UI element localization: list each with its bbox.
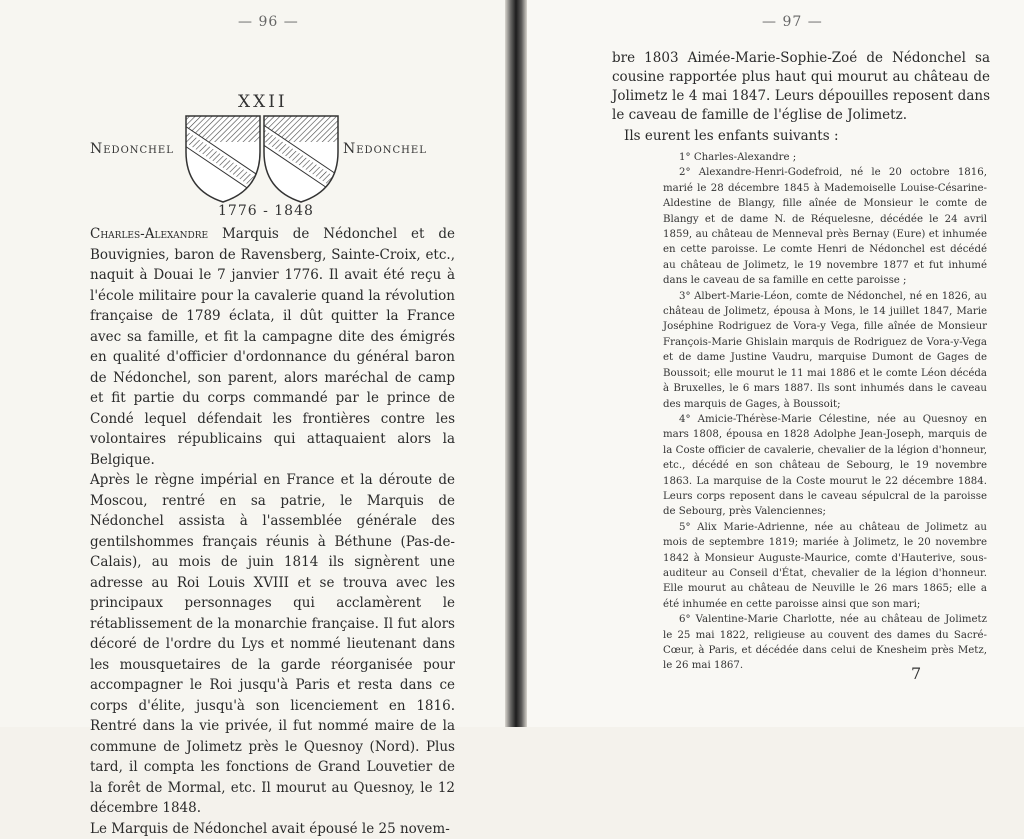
family-name-right: Nedonchel bbox=[343, 141, 427, 157]
page-number-left: — 96 — bbox=[238, 14, 299, 30]
children-intro: Ils eurent les enfants suivants : bbox=[612, 127, 990, 146]
signature-mark: 7 bbox=[911, 664, 921, 683]
children-list bbox=[663, 150, 987, 674]
paragraph-3: Le Marquis de Nédonchel avait épousé le 25 novem- bbox=[90, 819, 455, 839]
family-name-left: Nedonchel bbox=[90, 141, 174, 157]
continuation-paragraph: bre 1803 Aimée-Marie-Sophie-Zoé de Nédonchel sa cousine rapportée plus haut qui mourut au château de Jolimetz le 4 mai 1847. Leurs dépouilles reposent dans le caveau de famille de l'église de Jolimetz. bbox=[612, 49, 990, 125]
left-body-text bbox=[90, 224, 455, 839]
list-item: 1° Charles-Alexandre ; bbox=[663, 150, 987, 165]
list-item: 3° Albert-Marie-Léon, comte de Nédonchel, né en 1826, au château de Jolimetz, épousa à Mons, le 14 juillet 1847, Marie Joséphine Rodriguez de Vora-y Vega, fille aînée de Monsieur François-Marie Ghislain marquis de Rodriguez de Vora-y-Vega et de dame Justine Vaudru, marquise Dumont de Gages de Boussoit; elle mourut le 11 mai 1886 et le comte Léon décéda à Bruxelles, le 6 mars 1887. Ils sont inhumés dans le caveau des marquis de Gages, à Boussoit; bbox=[663, 289, 987, 412]
paragraph-2: Après le règne impérial en France et la déroute de Moscou, rentré en sa patrie, le Marquis de Nédonchel assista à l'assemblée générale des gentilshommes français réunis à Béthune (Pas-de-Calais), au mois de juin 1814 ils signèrent une adresse au Roi Louis XVIII et se trouva avec les principaux personnages qui acclamèrent le rétablissement de la monarchie française. Il fut alors décoré de l'ordre du Lys et nommé lieutenant dans les mousquetaires de la garde réorganisée pour accompagner le Roi jusqu'à Paris et resta dans ce corps d'élite, jusqu'à son licenciement en 1816. Rentré dans la vie privée, il fut nommé maire de la commune de Jolimetz près le Quesnoy (Nord). Plus tard, il compta les fonctions de Grand Louvetier de la forêt de Mormal, etc. Il mourut au Quesnoy, le 12 décembre 1848. bbox=[90, 470, 455, 819]
chapter-number: XXII bbox=[238, 92, 288, 112]
list-item: 2° Alexandre-Henri-Godefroid, né le 20 octobre 1816, marié le 28 décembre 1845 à Mademoiselle Louise-Césarine-Aldestine de Blangy, fille aînée de Monsieur le comte de Blangy et de dame N. de Réquelesne, décédée le 24 avril 1859, au château de Menneval près Bernay (Eure) et inhumée en cette paroisse. Le comte Henri de Nédonchel est décédé au château de Jolimetz, le 19 novembre 1877 et fut inhumé dans le caveau de sa famille en cette paroisse ; bbox=[663, 165, 987, 288]
life-years: 1776 - 1848 bbox=[218, 203, 314, 219]
list-item: 6° Valentine-Marie Charlotte, née au château de Jolimetz le 25 mai 1822, religieuse au couvent des dames du Sacré-Cœur, à Paris, et décédée dans celui de Knesheim près Metz, le 26 mai 1867. bbox=[663, 612, 987, 674]
paragraph-1 bbox=[90, 224, 455, 470]
list-item: 5° Alix Marie-Adrienne, née au château de Jolimetz au mois de septembre 1819; mariée à Jolimetz, le 20 novembre 1842 à Monsieur Auguste-Maurice, comte d'Hauterive, sous-auditeur au Conseil d'État, chevalier de la légion d'honneur. Elle mourut au château de Neuville le 26 mars 1865; elle a été inhumée en cette paroisse ainsi que son mari; bbox=[663, 520, 987, 612]
coat-of-arms-icon bbox=[182, 112, 342, 204]
list-item: 4° Amicie-Thérèse-Marie Célestine, née au Quesnoy en mars 1808, épousa en 1828 Adolphe Jean-Joseph, marquis de la Coste officier de cavalerie, chevalier de la légion d'honneur, etc., décédé en son château de Sebourg, le 19 novembre 1863. La marquise de la Coste mourut le 22 décembre 1884. Leurs corps reposent dans le caveau sépulcral de la paroisse de Sebourg, près Valenciennes; bbox=[663, 412, 987, 520]
person-name-lead: Charles-Alexandre bbox=[90, 226, 208, 242]
paragraph-1-text: Marquis de Nédonchel et de Bouvignies, baron de Ravensberg, Sainte-Croix, etc., naquit à Douai le 7 janvier 1776. Il avait été reçu à l'école militaire pour la cavalerie quand la révolution française de 1789 éclata, il dût quitter la France avec sa famille, et fit la campagne dite des émigrés en qualité d'officier d'ordonnance du général baron de Nédonchel, son parent, alors maréchal de camp et fit partie du corps commandé par le prince de Condé lequel défendait les frontières contre les volontaires républicains qui attaquaient alors la Belgique. bbox=[90, 226, 455, 468]
right-top-text bbox=[612, 49, 990, 146]
book-gutter bbox=[505, 0, 527, 727]
page-number-right: — 97 — bbox=[762, 14, 823, 30]
